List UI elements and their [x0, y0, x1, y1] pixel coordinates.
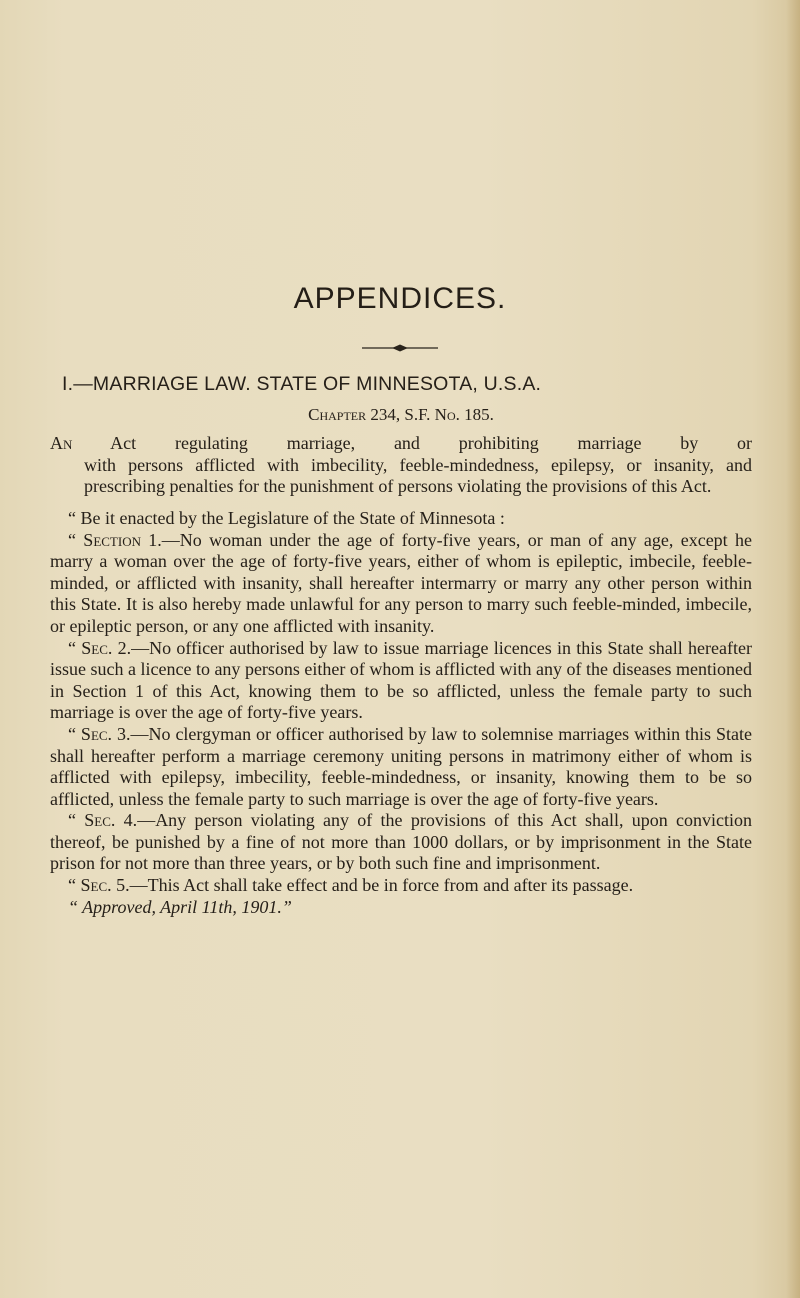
- chapter-reference: Chapter 234, S.F. No. 185.: [308, 404, 494, 424]
- section-text: —This Act shall take effect and be in force from and after its passage.: [129, 875, 634, 896]
- preamble-first-line: [50, 433, 752, 455]
- section-2: [50, 638, 752, 724]
- section-label: “ Section 1.: [68, 529, 162, 550]
- section-text: —Any person violating any of the provisions of this Act shall, upon conviction thereof, be punished by a fine of not more than 1000 dollars, or by imprisonment in the State prison for not more than three years, or by both such fine and imprisonment.: [50, 810, 752, 874]
- section-3: [50, 724, 752, 810]
- section-label: “ Sec. 3.: [68, 723, 131, 744]
- section-1: [50, 530, 752, 638]
- preamble-first-line-text: Act regulating marriage, and prohibiting marriage by or: [72, 433, 752, 454]
- act-preamble: [50, 433, 752, 498]
- section-label: “ Sec. 5.: [68, 875, 130, 896]
- preamble-lead: An: [50, 433, 73, 454]
- section-4: [50, 810, 752, 875]
- approval-date: “ Approved, April 11th, 1901.”: [68, 896, 292, 917]
- enactment-clause: “ Be it enacted by the Legislature of the State of Minnesota :: [68, 507, 505, 528]
- section-label: “ Sec. 2.: [68, 637, 132, 658]
- preamble-text: with persons afflicted with imbecility, feeble-mindedness, epilepsy, or insanity, and prescribing penalties for the punishment of persons violating the provisions of this Act.: [84, 454, 752, 497]
- law-title: I.—MARRIAGE LAW. STATE OF MINNESOTA, U.S.A.: [62, 373, 542, 395]
- page-heading: APPENDICES.: [293, 282, 507, 315]
- section-text: —No woman under the age of forty-five years, or man of any age, except he marry a woman over the age of forty-five years, either of whom is epileptic, imbecile, feeble-minded, or afflicted with insanity, shall hereafter intermarry or marry any other person within this State. It is also hereby made unlawful for any person to marry such feeble-minded, imbecile, or epileptic person, or any one afflicted with insanity.: [50, 529, 752, 636]
- section-text: —No officer authorised by law to issue marriage licences in this State shall hereafter issue such a licence to any persons either of whom is afflicted with any of the diseases mentioned in Section 1 of this Act, knowing them to be so afflicted, unless the female party to such marriage is over the age of forty-five years.: [50, 637, 752, 723]
- section-5: [50, 875, 752, 897]
- ornament-divider-icon: [362, 343, 438, 353]
- section-text: —No clergyman or officer authorised by law to solemnise marriages within this State shall hereafter perform a marriage ceremony uniting persons in matrimony either of whom is afflicted with epilepsy, imbecility, feeble-mindedness, or insanity, knowing them to be so afflicted, unless the female party to such marriage is over the age of forty-five years.: [50, 723, 752, 809]
- section-label: “ Sec. 4.: [68, 810, 138, 831]
- page-edge-shadow: [786, 0, 800, 1298]
- document-body: [50, 374, 752, 918]
